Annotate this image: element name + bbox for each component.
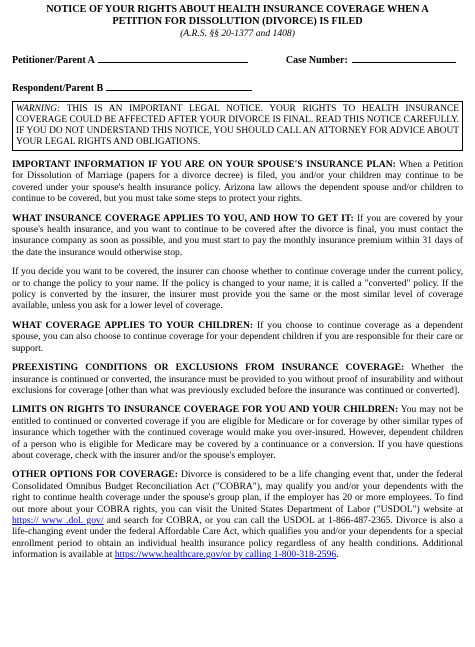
- section-body: Whether the insurance is continued or converted, the insurance must be provided to you without proof of insurability and without exclusions for coverage [other than what was previously excluded before the insurance was continued or converted].: [12, 362, 463, 396]
- case-number-field[interactable]: [352, 53, 456, 63]
- section-spouse-plan: [12, 159, 463, 205]
- respondent-row: [12, 81, 463, 93]
- usdol-link[interactable]: https:// www .dol. gov/: [12, 514, 104, 526]
- warning-label: WARNING:: [16, 104, 61, 114]
- section-heading: IMPORTANT INFORMATION IF YOU ARE ON YOUR SPOUSE'S INSURANCE PLAN:: [12, 159, 396, 170]
- section-heading: LIMITS ON RIGHTS TO INSURANCE COVERAGE FOR YOU AND YOUR CHILDREN:: [12, 404, 399, 416]
- section-converted-policy: [12, 266, 463, 312]
- statute-citation: (A.R.S. §§ 20-1377 and 1408): [180, 28, 295, 39]
- section-other-options: [12, 469, 463, 560]
- section-heading: WHAT COVERAGE APPLIES TO YOUR CHILDREN:: [12, 319, 254, 331]
- respondent-label: Respondent/Parent B: [12, 83, 104, 94]
- healthcare-gov-link[interactable]: https://www.healthcare.gov/or by calling 1-800-318-2596: [114, 549, 337, 561]
- section-body: Divorce is considered to be a life changing event that, under the federal Consolidated Omnibus Budget Reconciliation Act ("COBRA"), may qualify you and/or your dependents with the right to continue health coverage under the spouse's group plan, if the employer has 20 or more employees. To find out more about your COBRA rights, you can visit the United States Department of Labor ("USDOL") website at: [12, 469, 463, 515]
- section-heading: OTHER OPTIONS FOR COVERAGE:: [12, 469, 178, 481]
- section-preexisting: [12, 362, 463, 396]
- section-limits: [12, 404, 463, 461]
- notice-title-line-2: PETITION FOR DISSOLUTION (DIVORCE) IS FILED: [112, 16, 363, 27]
- section-body: If you decide you want to be covered, the insurer can choose whether to continue coverage under the current policy, or to change the policy to your name. If the policy is changed to your name, it is called a "converted" policy. If the policy is converted by the insurer, the insurer must provide you the same or the most similar level of coverage available, unless you ask for a lower level of coverage.: [12, 266, 463, 312]
- section-heading: WHAT INSURANCE COVERAGE APPLIES TO YOU, AND HOW TO GET IT:: [12, 212, 354, 224]
- warning-box: [12, 101, 463, 151]
- notice-title-line-1: NOTICE OF YOUR RIGHTS ABOUT HEALTH INSURANCE COVERAGE WHEN A: [46, 4, 429, 15]
- sentence-end: .: [336, 549, 339, 561]
- section-body: If you are covered by your spouse's health insurance, and you want to continue to be covered after the divorce is final, you must contact the insurance company as soon as possible, and you must start to pay the monthly insurance premium within 31 days of the date the insurance would otherwise stop.: [12, 212, 463, 258]
- section-body-continued: and search for COBRA, or you can call the USDOL at 1-866-487-2365. Divorce is also a life-changing event under the federal Affordable Care Act, which qualifies you and/or your dependents for a special enrollment period to obtain an individual health insurance policy regardless of any health conditions. Additional information is available at: [12, 514, 463, 561]
- respondent-field[interactable]: [106, 81, 252, 91]
- case-number-label: Case Number:: [285, 55, 348, 66]
- section-body: When a Petition for Dissolution of Marriage (papers for a divorce decree) is filed, you and/or your children may continue to be covered under your spouse's health insurance policy. Arizona law allows the dependent spouse and/or children to continue to be covered, but you must take some steps to protect your rights.: [12, 159, 463, 205]
- section-heading: PREEXISTING CONDITIONS OR EXCLUSIONS FROM INSURANCE COVERAGE:: [12, 362, 405, 374]
- section-body: If you choose to continue coverage as a dependent spouse, you can also choose to continue coverage for your dependent children if you are responsible for their care or support.: [12, 319, 463, 354]
- petitioner-case-row: [12, 53, 463, 65]
- section-coverage-applies: [12, 213, 463, 259]
- section-children: [12, 320, 463, 354]
- section-body: You may not be entitled to continued or converted coverage if you are eligible for Medicare or for coverage by other similar types of insurance which together with the continued coverage would make you over-insured. However, dependent children of a person who is eligible for Medicare may be covered by a continuance or a conversion. If you have questions about coverage, check with the insurer and/or the spouse's employer.: [12, 404, 463, 461]
- warning-text: THIS IS AN IMPORTANT LEGAL NOTICE. YOUR RIGHTS TO HEALTH INSURANCE COVERAGE COULD BE AFFECTED AFTER YOUR DIVORCE IS FINAL. READ THIS NOTICE CAREFULLY. IF YOU DO NOT UNDERSTAND THIS NOTICE, YOU SHOULD CALL AN ATTORNEY FOR ADVICE ABOUT YOUR LEGAL RIGHTS AND OBLIGATIONS.: [16, 104, 459, 147]
- petitioner-field[interactable]: [98, 53, 248, 63]
- petitioner-label: Petitioner/Parent A: [12, 55, 95, 66]
